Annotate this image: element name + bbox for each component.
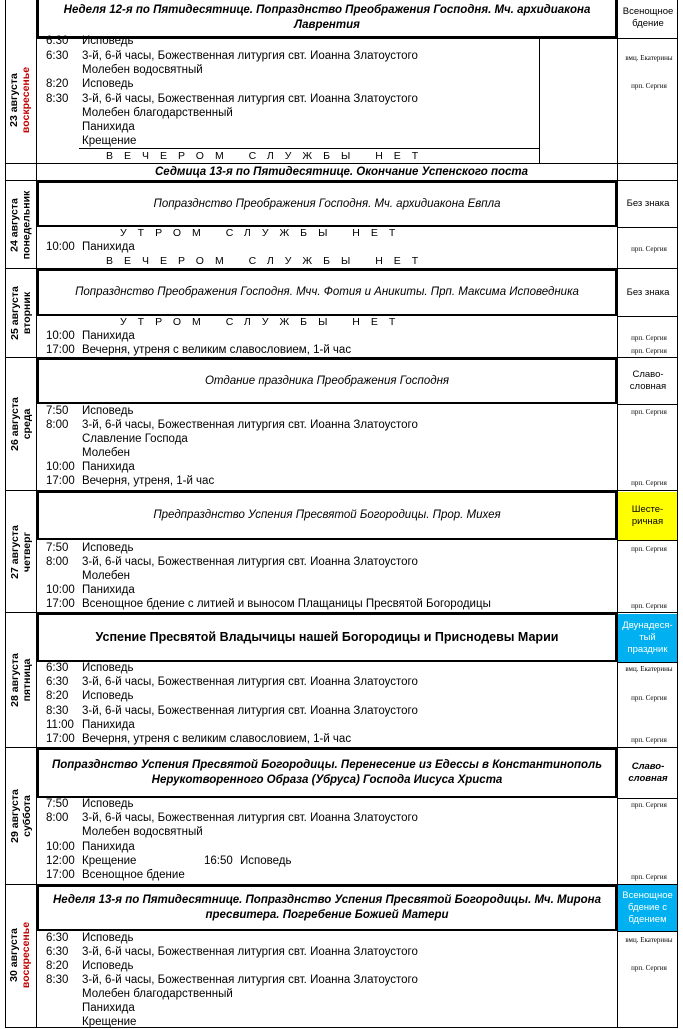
service-line: 7:50 Исповедь <box>46 542 134 554</box>
day5-date: 27 августа четверг <box>8 524 33 579</box>
service-line: 6:30 Исповедь <box>46 932 134 944</box>
service-line: 17:00 Вечерня, утреня с великим славословием, 1-й час <box>46 344 352 356</box>
service-line: 8:00 3-й, 6-й часы, Божественная литургия свт. Иоанна Златоустого <box>46 556 418 568</box>
day3-date: 25 августа вторник <box>8 286 33 340</box>
service-line: Крещение <box>82 1016 137 1028</box>
service-line: Панихида <box>82 1002 135 1014</box>
row-divider <box>617 798 678 799</box>
row-divider <box>617 227 678 228</box>
service-line: 17:00 Всенощное бдение с литией и выносом Плащаницы Пресвятой Богородицы <box>46 598 491 610</box>
service-line: 8:00 3-й, 6-й часы, Божественная литургия свт. Иоанна Златоустого <box>46 812 418 824</box>
day6-feast: Успение Пресвятой Владычицы нашей Богородицы и Приснодевы Марии <box>37 613 617 662</box>
service-line: Молебен водосвятный <box>82 64 203 76</box>
row-divider <box>617 662 678 663</box>
service-line: 10:00 Панихида <box>46 241 135 253</box>
service-line: Молебен <box>82 570 131 582</box>
service-line: 6:30 Исповедь <box>46 662 134 674</box>
service-line: Молебен <box>82 447 131 459</box>
day2-rank: Без знака <box>626 198 670 209</box>
day2-morning-note: УТРОМ СЛУЖБЫ НЕТ <box>120 227 407 239</box>
day1-priest-2: прп. Сергия <box>631 82 667 90</box>
service-line: Молебен благодарственный <box>82 988 233 1000</box>
day6-priest-3: прп. Сергия <box>631 736 667 744</box>
day1-evening-note: ВЕЧЕРОМ СЛУЖБЫ НЕТ <box>106 150 430 162</box>
day2-feast: Попразднство Преображения Господня. Мч. архидиакона Евпла <box>37 181 617 227</box>
day4-feast: Отдание праздника Преображения Господня <box>37 358 617 404</box>
service-line: 8:20 Исповедь <box>46 78 134 90</box>
day7-rank: Славо-словная <box>628 761 668 784</box>
service-line: 7:50 Исповедь <box>46 798 134 810</box>
day6-rank: Двунадеся-тый праздник <box>618 614 677 662</box>
day2-evening-note: ВЕЧЕРОМ СЛУЖБЫ НЕТ <box>106 255 430 267</box>
service-line: 8:00 3-й, 6-й часы, Божественная литургия свт. Иоанна Златоустого <box>46 419 418 431</box>
day7-date: 29 августа суббота <box>8 789 33 843</box>
day5-priest-2: прп. Сергия <box>631 602 667 610</box>
day4-rank: Славо-словная <box>629 369 667 392</box>
day6-priest-2: прп. Сергия <box>631 694 667 702</box>
day5-rank: Шесте-ричная <box>618 492 677 540</box>
service-line: Молебен благодарственный <box>82 107 233 119</box>
day7-priest-2: прп. Сергия <box>631 873 667 881</box>
service-line: 17:00 Всенощное бдение <box>46 869 185 881</box>
day3-priest-1: прп. Сергия <box>631 334 667 342</box>
service-line: 6:30 3-й, 6-й часы, Божественная литургия свт. Иоанна Златоустого <box>46 676 418 688</box>
service-line: 10:00 Панихида <box>46 461 135 473</box>
service-line: Молебен водосвятный <box>82 826 203 838</box>
day3-feast: Попразднство Преображения Господня. Мчч. Фотия и Аникиты. Прп. Максима Исповедника <box>37 269 617 316</box>
service-line: 6:30 Исповедь <box>46 35 134 47</box>
row-divider <box>5 163 678 164</box>
day5-priest-1: прп. Сергия <box>631 545 667 553</box>
day1-feast: Неделя 12-я по Пятидесятнице. Попразднство Преображения Господня. Мч. архидиакона Лаврентия <box>37 0 617 38</box>
service-line: 11:00 Панихида <box>46 719 135 731</box>
day7-priest-1: прп. Сергия <box>631 801 667 809</box>
service-line: 8:30 3-й, 6-й часы, Божественная литургия свт. Иоанна Златоустого <box>46 93 418 105</box>
row-divider <box>617 540 678 541</box>
day3-priest-2: прп. Сергия <box>631 347 667 355</box>
row-divider <box>617 404 678 405</box>
service-line: 8:30 3-й, 6-й часы, Божественная литургия свт. Иоанна Златоустого <box>46 974 418 986</box>
service-line: 10:00 Панихида <box>46 584 135 596</box>
day6-date: 28 августа пятница <box>8 653 33 707</box>
service-line: 8:20 Исповедь <box>46 960 134 972</box>
day3-morning-note: УТРОМ СЛУЖБЫ НЕТ <box>120 316 407 328</box>
day8-rank: Всенощное бдение с бдением <box>618 885 677 931</box>
priest-col-divider <box>539 38 540 163</box>
service-line: Панихида <box>82 121 135 133</box>
day7-feast: Попразднство Успения Пресвятой Богородицы. Перенесение из Едессы в Константинополь Нерукотворенного Образа (Убруса) Господа Иисуса Христа <box>37 748 617 798</box>
service-line: 8:30 3-й, 6-й часы, Божественная литургия свт. Иоанна Златоустого <box>46 705 418 717</box>
day5-feast: Предпразднство Успения Пресвятой Богородицы. Прор. Михея <box>37 491 617 540</box>
day4-date: 26 августа среда <box>8 397 33 451</box>
service-line: 8:20 Исповедь <box>46 690 134 702</box>
service-line: 10:00 Панихида <box>46 330 135 342</box>
day3-rank: Без знака <box>626 286 670 298</box>
day1-rank: Всенощное бдение <box>622 6 674 29</box>
day8-feast: Неделя 13-я по Пятидесятнице. Попразднство Успения Пресвятой Богородицы. Мч. Мирона пресвитера. Погребение Божией Матери <box>37 885 617 931</box>
day2-date: 24 августа понедельник <box>8 190 33 259</box>
service-line: 12:00 Крещение <box>46 855 137 867</box>
row-divider <box>617 316 678 317</box>
service-line-extra: 16:50 Исповедь <box>204 855 292 867</box>
day8-date: 30 августа воскресенье <box>8 921 33 988</box>
service-line: Крещение <box>82 135 137 147</box>
service-line: 10:00 Панихида <box>46 841 135 853</box>
day1-date: 23 августа воскресенье <box>8 66 33 133</box>
service-line: 6:30 3-й, 6-й часы, Божественная литургия свт. Иоанна Златоустого <box>46 946 418 958</box>
service-line: Славление Господа <box>82 433 188 445</box>
service-line: 7:50 Исповедь <box>46 405 134 417</box>
day6-priest-1: вмц. Екатерины <box>625 665 673 673</box>
day8-priest-2: прп. Сергия <box>631 964 667 972</box>
service-line: 6:30 3-й, 6-й часы, Божественная литургия свт. Иоанна Златоустого <box>46 50 418 62</box>
week-heading: Седмица 13-я по Пятидесятнице. Окончание Успенского поста <box>154 166 529 178</box>
row-divider <box>617 931 678 932</box>
day4-priest-2: прп. Сергия <box>631 479 667 487</box>
service-line: 17:00 Вечерня, утреня, 1-й час <box>46 475 215 487</box>
day1-priest-1: вмц. Екатерины <box>625 54 673 62</box>
day2-priest: прп. Сергия <box>631 245 667 253</box>
service-line: 17:00 Вечерня, утреня с великим славословием, 1-й час <box>46 733 352 745</box>
day4-priest-1: прп. Сергия <box>631 408 667 416</box>
day8-priest-1: вмц. Екатерины <box>625 936 673 944</box>
underline <box>79 148 539 149</box>
